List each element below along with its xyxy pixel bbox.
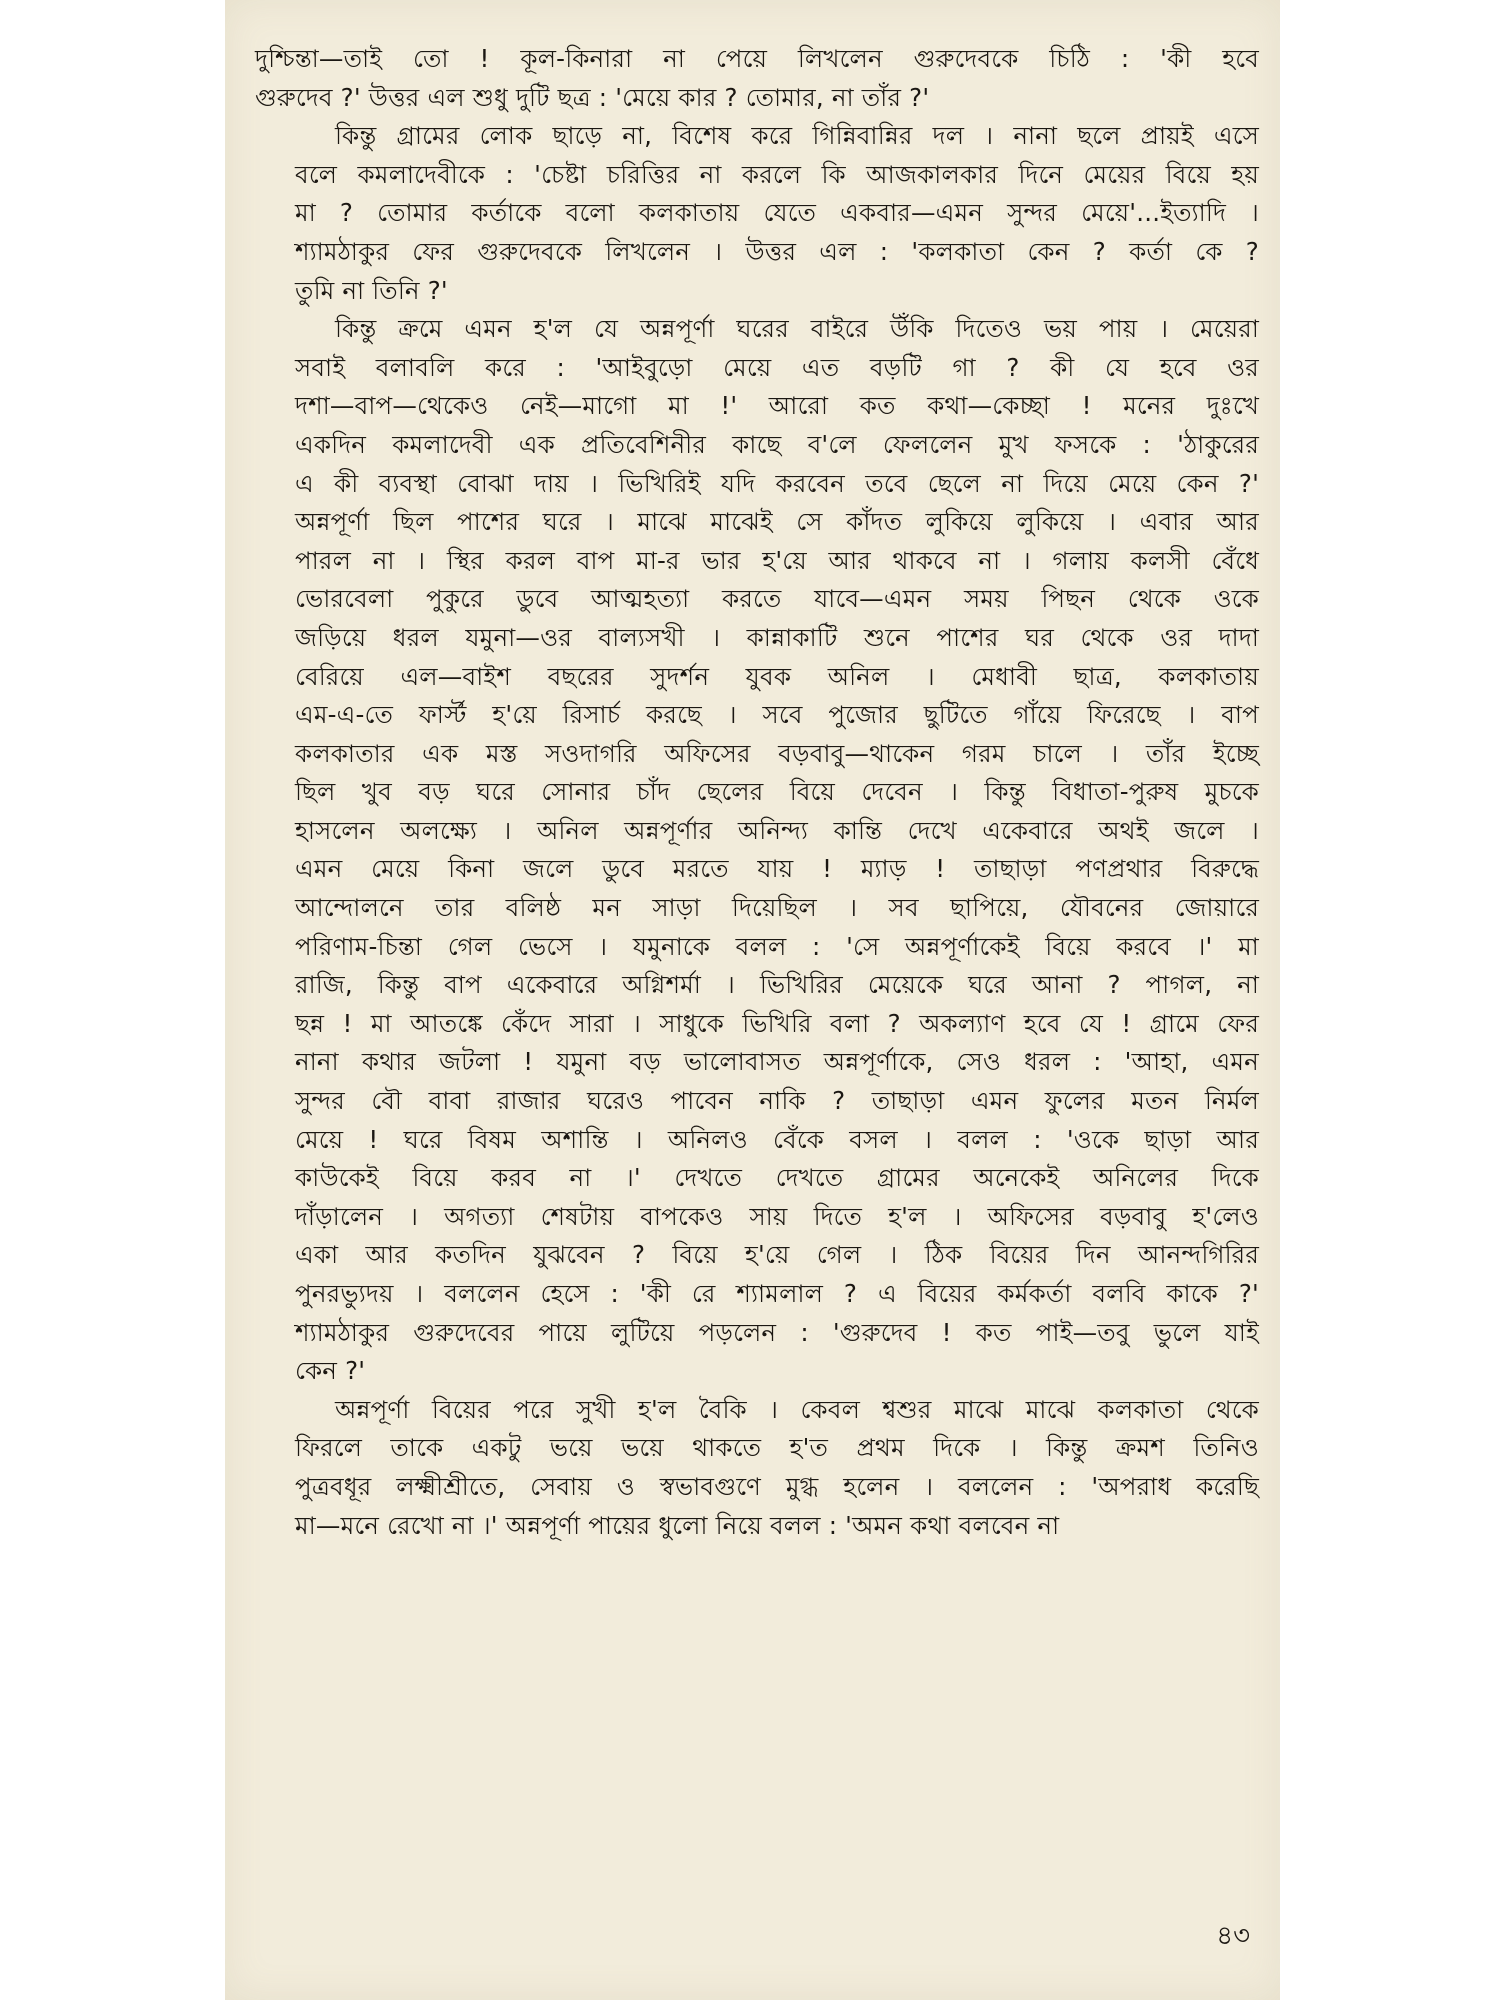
- text-line: বলে কমলাদেবীকে : 'চেষ্টা চরিত্তির না করলে কি আজকালকার দিনে মেয়ের বিয়ে হয়: [295, 159, 1259, 189]
- text-line: হাসলেন অলক্ষ্যে । অনিল অন্নপূর্ণার অনিন্দ্য কান্তি দেখে একেবারে অথই জলে ।: [295, 815, 1259, 845]
- text-line: মা—মনে রেখো না ।' অন্নপূর্ণা পায়ের ধুলো নিয়ে বলল : 'অমন কথা বলবেন না: [295, 1510, 1060, 1540]
- text-line: এম-এ-তে ফার্স্ট হ'য়ে রিসার্চ করছে । সবে পুজোর ছুটিতে গাঁয়ে ফিরেছে । বাপ: [295, 700, 1259, 730]
- paragraph: [255, 117, 1259, 310]
- text-line: তুমি না তিনি ?': [295, 275, 448, 305]
- text-line: ছন্ন ! মা আতঙ্কে কেঁদে সারা । সাধুকে ভিখিরি বলা ? অকল্যাণ হবে যে ! গ্রামে ফের: [295, 1008, 1259, 1038]
- text-line: শ্যামঠাকুর ফের গুরুদেবকে লিখলেন । উত্তর এল : 'কলকাতা কেন ? কর্তা কে ?: [295, 236, 1259, 266]
- paragraph: [255, 310, 1259, 1391]
- text-line: দাঁড়ালেন । অগত্যা শেষটায় বাপকেও সায় দিতে হ'ল । অফিসের বড়বাবু হ'লেও: [295, 1201, 1259, 1231]
- text-line: কাউকেই বিয়ে করব না ।' দেখতে দেখতে গ্রামের অনেকেই অনিলের দিকে: [295, 1163, 1259, 1193]
- text-line: কিন্তু ক্রমে এমন হ'ল যে অন্নপূর্ণা ঘরের বাইরে উঁকি দিতেও ভয় পায় । মেয়েরা: [335, 314, 1259, 344]
- body-text: [255, 40, 1259, 1545]
- text-line: বেরিয়ে এল—বাইশ বছরের সুদর্শন যুবক অনিল । মেধাবী ছাত্র, কলকাতায়: [295, 661, 1259, 691]
- text-line: অন্নপূর্ণা ছিল পাশের ঘরে । মাঝে মাঝেই সে কাঁদত লুকিয়ে লুকিয়ে । এবার আর: [295, 507, 1259, 537]
- page-number: ৪৩: [1216, 1921, 1250, 1951]
- text-line: পারল না । স্থির করল বাপ মা-র ভার হ'য়ে আর থাকবে না । গলায় কলসী বেঁধে: [295, 545, 1259, 575]
- text-line: পুত্রবধূর লক্ষ্মীশ্রীতে, সেবায় ও স্বভাবগুণে মুগ্ধ হলেন । বললেন : 'অপরাধ করেছি: [295, 1471, 1259, 1501]
- text-line: মা ? তোমার কর্তাকে বলো কলকাতায় যেতে একবার—এমন সুন্দর মেয়ে'...ইত্যাদি ।: [295, 198, 1259, 228]
- text-line: এমন মেয়ে কিনা জলে ডুবে মরতে যায় ! ম্যাড় ! তাছাড়া পণপ্রথার বিরুদ্ধে: [295, 854, 1259, 884]
- text-line: এ কী ব্যবস্থা বোঝা দায় । ভিখিরিই যদি করবেন তবে ছেলে না দিয়ে মেয়ে কেন ?': [295, 468, 1259, 498]
- text-line: অন্নপূর্ণা বিয়ের পরে সুখী হ'ল বৈকি । কেবল শ্বশুর মাঝে মাঝে কলকাতা থেকে: [335, 1394, 1259, 1424]
- paragraph: [255, 1391, 1259, 1545]
- text-line: ছিল খুব বড় ঘরে সোনার চাঁদ ছেলের বিয়ে দেবেন । কিন্তু বিধাতা-পুরুষ মুচকে: [295, 777, 1259, 807]
- book-page: [225, 0, 1280, 2000]
- text-line: জড়িয়ে ধরল যমুনা—ওর বাল্যসখী । কান্নাকাটি শুনে পাশের ঘর থেকে ওর দাদা: [295, 622, 1259, 652]
- text-line: আন্দোলনে তার বলিষ্ঠ মন সাড়া দিয়েছিল । সব ছাপিয়ে, যৌবনের জোয়ারে: [295, 893, 1259, 923]
- text-line: নানা কথার জটলা ! যমুনা বড় ভালোবাসত অন্নপূর্ণাকে, সেও ধরল : 'আহা, এমন: [295, 1047, 1259, 1077]
- paragraph: [255, 40, 1259, 117]
- text-line: একা আর কতদিন যুঝবেন ? বিয়ে হ'য়ে গেল । ঠিক বিয়ের দিন আনন্দগিরির: [295, 1240, 1259, 1270]
- text-line: রাজি, কিন্তু বাপ একেবারে অগ্নিশর্মা । ভিখিরির মেয়েকে ঘরে আনা ? পাগল, না: [295, 970, 1259, 1000]
- text-line: ফিরলে তাকে একটু ভয়ে ভয়ে থাকতে হ'ত প্রথম দিকে । কিন্তু ক্রমশ তিনিও: [295, 1433, 1259, 1463]
- text-line: গুরুদেব ?' উত্তর এল শুধু দুটি ছত্র : 'মেয়ে কার ? তোমার, না তাঁর ?': [255, 82, 930, 112]
- text-line: শ্যামঠাকুর গুরুদেবের পায়ে লুটিয়ে পড়লেন : 'গুরুদেব ! কত পাই—তবু ভুলে যাই: [295, 1317, 1259, 1347]
- text-line: দশা—বাপ—থেকেও নেই—মাগো মা !' আরো কত কথা—কেচ্ছা ! মনের দুঃখে: [295, 391, 1259, 421]
- text-line: একদিন কমলাদেবী এক প্রতিবেশিনীর কাছে ব'লে ফেললেন মুখ ফসকে : 'ঠাকুরের: [295, 429, 1259, 459]
- text-line: সুন্দর বৌ বাবা রাজার ঘরেও পাবেন নাকি ? তাছাড়া এমন ফুলের মতন নির্মল: [295, 1086, 1259, 1116]
- text-line: পরিণাম-চিন্তা গেল ভেসে । যমুনাকে বলল : 'সে অন্নপূর্ণাকেই বিয়ে করবে ।' মা: [295, 931, 1259, 961]
- text-line: দুশ্চিন্তা—তাই তো ! কূল-কিনারা না পেয়ে লিখলেন গুরুদেবকে চিঠি : 'কী হবে: [255, 44, 1259, 73]
- text-line: সবাই বলাবলি করে : 'আইবুড়ো মেয়ে এত বড়টি গা ? কী যে হবে ওর: [295, 352, 1259, 382]
- text-line: পুনরভ্যুদয় । বললেন হেসে : 'কী রে শ্যামলাল ? এ বিয়ের কর্মকর্তা বলবি কাকে ?': [295, 1279, 1259, 1308]
- text-line: কলকাতার এক মস্ত সওদাগরি অফিসের বড়বাবু—থাকেন গরম চালে । তাঁর ইচ্ছে: [295, 738, 1259, 768]
- text-line: মেয়ে ! ঘরে বিষম অশান্তি । অনিলও বেঁকে বসল । বলল : 'ওকে ছাড়া আর: [295, 1124, 1259, 1154]
- text-line: ভোরবেলা পুকুরে ডুবে আত্মহত্যা করতে যাবে—এমন সময় পিছন থেকে ওকে: [295, 584, 1259, 614]
- text-line: কেন ?': [295, 1356, 366, 1386]
- text-line: কিন্তু গ্রামের লোক ছাড়ে না, বিশেষ করে গিন্নিবান্নির দল । নানা ছলে প্রায়ই এসে: [335, 121, 1259, 151]
